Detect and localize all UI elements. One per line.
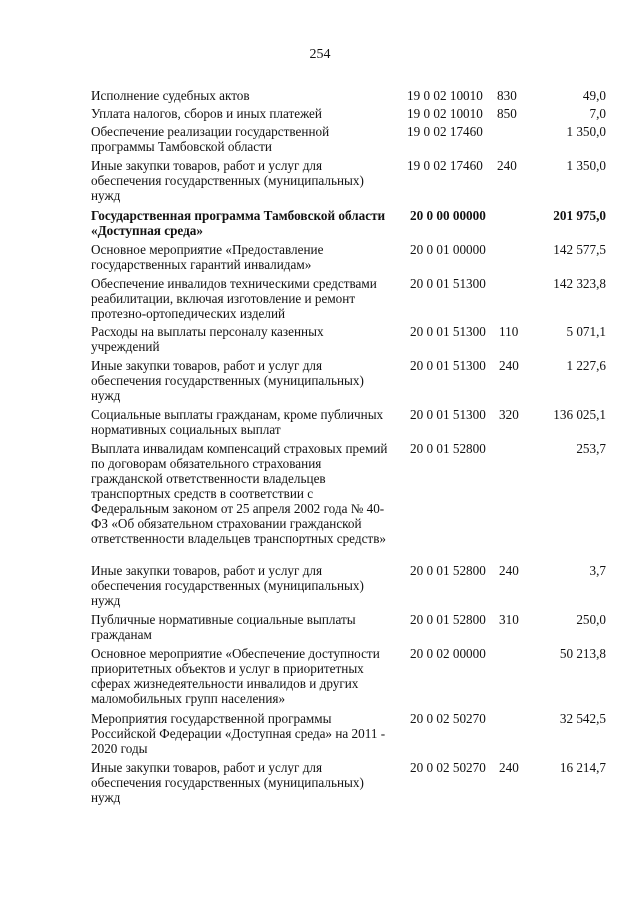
- row-amount: 201 975,0: [553, 208, 606, 223]
- row-csr: 19 0 02 17460: [407, 158, 483, 173]
- row-name: Социальные выплаты гражданам, кроме публичных нормативных социальных выплат: [91, 407, 384, 437]
- row-amount: 50 213,8: [559, 646, 606, 661]
- row-csr: 19 0 02 10010: [407, 106, 483, 121]
- row-csr: 20 0 01 51300: [410, 358, 486, 373]
- row-name: Мероприятия государственной программы Российской Федерации «Доступная среда» на 2011 - 2020 годы: [91, 711, 386, 756]
- row-vr: 240: [499, 358, 519, 373]
- row-amount: 3,7: [589, 563, 606, 578]
- row-name: Основное мероприятие «Обеспечение доступности приоритетных объектов и услуг в приоритетных сферах жизнедеятельности инвалидов и других маломобильных групп населения»: [91, 646, 380, 706]
- row-vr: 310: [499, 612, 519, 627]
- row-name: Обеспечение инвалидов техническими средствами реабилитации, включая изготовление и ремонт протезно-ортопедических изделий: [91, 276, 377, 321]
- row-csr: 20 0 02 50270: [410, 760, 486, 775]
- row-csr: 20 0 01 51300: [410, 324, 486, 339]
- row-name: Иные закупки товаров, работ и услуг для обеспечения государственных (муниципальных) нужд: [91, 563, 364, 608]
- row-name: Основное мероприятие «Предоставление государственных гарантий инвалидам»: [91, 242, 324, 272]
- row-csr: 20 0 01 52800: [410, 563, 486, 578]
- row-amount: 142 323,8: [553, 276, 606, 291]
- row-csr: 20 0 02 50270: [410, 711, 486, 726]
- row-amount: 1 350,0: [566, 124, 606, 139]
- row-amount: 49,0: [582, 88, 606, 103]
- row-vr: 240: [497, 158, 517, 173]
- row-csr: 20 0 00 00000: [410, 208, 486, 223]
- row-csr: 19 0 02 17460: [407, 124, 483, 139]
- row-amount: 1 350,0: [566, 158, 606, 173]
- row-name: Публичные нормативные социальные выплаты гражданам: [91, 612, 356, 642]
- row-vr: 240: [499, 760, 519, 775]
- row-name: Обеспечение реализации государственной программы Тамбовской области: [91, 124, 330, 154]
- row-vr: 850: [497, 106, 517, 121]
- row-vr: 320: [499, 407, 519, 422]
- row-name: Иные закупки товаров, работ и услуг для обеспечения государственных (муниципальных) нужд: [91, 158, 364, 203]
- row-csr: 20 0 01 51300: [410, 276, 486, 291]
- page-number: 254: [309, 47, 331, 62]
- row-amount: 7,0: [589, 106, 606, 121]
- row-amount: 250,0: [576, 612, 606, 627]
- row-csr: 20 0 02 00000: [410, 646, 486, 661]
- row-name: Исполнение судебных актов: [91, 88, 250, 103]
- row-name: Государственная программа Тамбовской области «Доступная среда»: [91, 208, 386, 238]
- row-csr: 20 0 01 51300: [410, 407, 486, 422]
- row-csr: 20 0 01 00000: [410, 242, 486, 257]
- row-amount: 136 025,1: [553, 407, 606, 422]
- row-csr: 20 0 01 52800: [410, 441, 486, 456]
- row-amount: 5 071,1: [566, 324, 606, 339]
- row-vr: 830: [497, 88, 517, 103]
- row-amount: 142 577,5: [553, 242, 606, 257]
- row-name: Иные закупки товаров, работ и услуг для обеспечения государственных (муниципальных) нужд: [91, 760, 364, 805]
- row-amount: 16 214,7: [559, 760, 606, 775]
- row-vr: 110: [499, 324, 519, 339]
- row-csr: 19 0 02 10010: [407, 88, 483, 103]
- row-amount: 253,7: [576, 441, 606, 456]
- row-csr: 20 0 01 52800: [410, 612, 486, 627]
- row-name: Иные закупки товаров, работ и услуг для обеспечения государственных (муниципальных) нужд: [91, 358, 364, 403]
- row-amount: 32 542,5: [559, 711, 606, 726]
- row-name: Выплата инвалидам компенсаций страховых премий по договорам обязательного страхования гражданской ответственности владельцев транспортных средств в соответствии с Федеральным законом от 25 апреля 2002 года № 40-ФЗ «Об обязательном страховании гражданской ответственности владельцев транспортных средств»: [91, 441, 388, 546]
- row-name: Расходы на выплаты персоналу казенных учреждений: [91, 324, 324, 354]
- row-name: Уплата налогов, сборов и иных платежей: [91, 106, 322, 121]
- row-amount: 1 227,6: [566, 358, 606, 373]
- row-vr: 240: [499, 563, 519, 578]
